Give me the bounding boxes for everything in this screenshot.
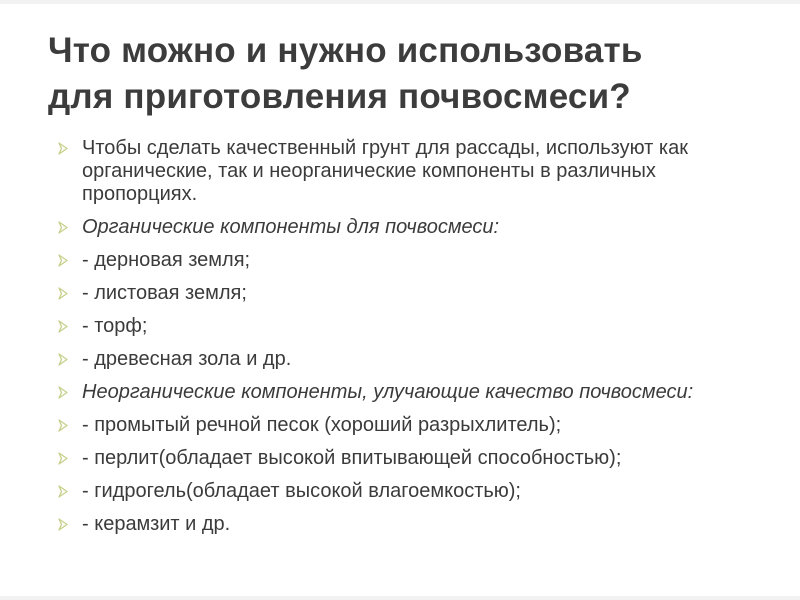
arrow-triangle-icon [56,447,70,470]
arrow-triangle-icon [56,513,70,536]
list-item-text: - древесная зола и др. [82,348,292,370]
arrow-triangle-icon [56,348,70,371]
list-item [56,249,756,272]
list-item [56,480,756,503]
list-item-text: - дерновая земля; [82,249,251,271]
list-item [56,137,756,206]
arrow-triangle-icon [56,480,70,503]
list-item [56,381,756,404]
list-item-text: - листовая земля; [82,282,247,304]
list-item [56,513,756,536]
arrow-triangle-icon [56,414,70,437]
title-line-2: для приготовления почвосмеси? [48,77,631,116]
list-item [56,447,756,470]
bottom-border [0,596,800,600]
slide-title [48,28,788,120]
list-item-text: Органические компоненты для почвосмеси: [82,216,500,238]
list-item [56,348,756,371]
bullet-list [56,137,756,546]
list-item-text: Неорганические компоненты, улучающие качество почвосмеси: [82,381,694,403]
list-item-text: - гидрогель(обладает высокой влагоемкостью); [82,480,521,502]
list-item-text: - промытый речной песок (хороший разрыхлитель); [82,414,562,436]
list-item-text: - перлит(обладает высокой впитывающей способностью); [82,447,622,469]
list-item [56,216,756,239]
arrow-triangle-icon [56,137,70,160]
list-item [56,414,756,437]
list-item [56,282,756,305]
list-item-text: Чтобы сделать качественный грунт для рассады, используют как органические, так и неорганические компоненты в различных пропорциях. [82,137,688,205]
list-item-text: - керамзит и др. [82,513,231,535]
arrow-triangle-icon [56,315,70,338]
title-line-1: Что можно и нужно использовать [48,31,643,70]
list-item [56,315,756,338]
list-item-text: - торф; [82,315,148,337]
arrow-triangle-icon [56,249,70,272]
arrow-triangle-icon [56,381,70,404]
arrow-triangle-icon [56,216,70,239]
arrow-triangle-icon [56,282,70,305]
